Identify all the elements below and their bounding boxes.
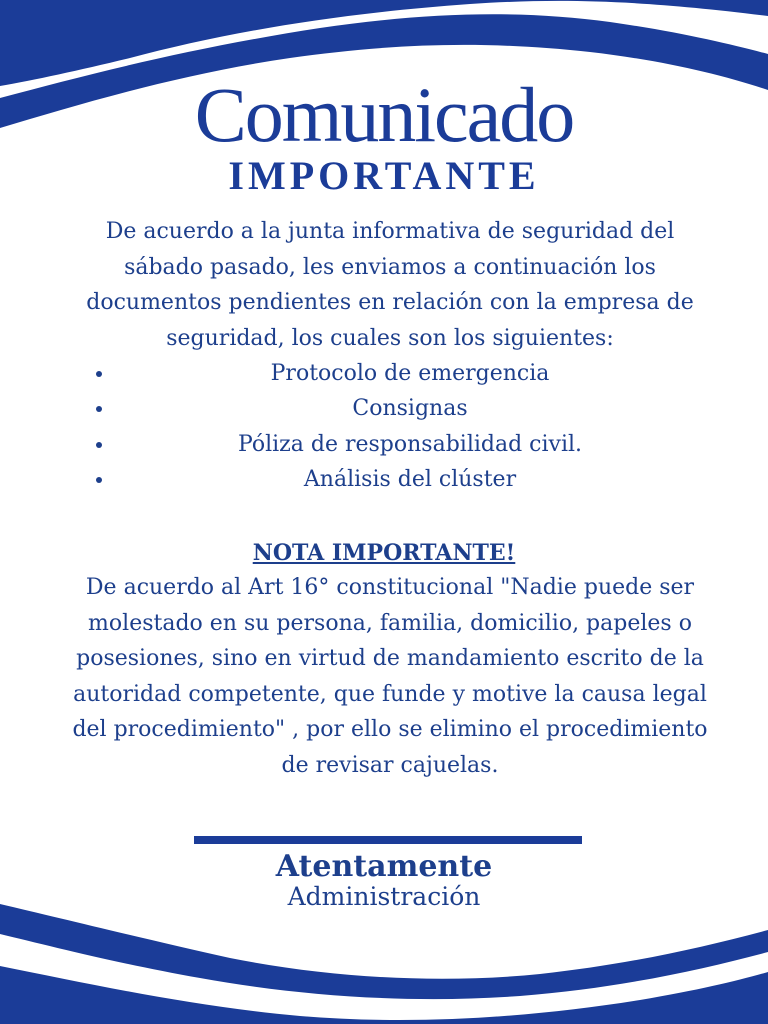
list-item — [96, 356, 736, 391]
closing-farewell: Atentamente — [275, 849, 493, 884]
page-title: Comunicado — [194, 71, 574, 158]
list-item — [96, 462, 736, 497]
list-item — [96, 391, 736, 426]
intro-paragraph: De acuerdo a la junta informativa de seguridad del sábado pasado, les enviamos a continuación los documentos pendientes en relación con la empresa de seguridad, los cuales son los siguientes: — [86, 219, 694, 351]
note-body: De acuerdo al Art 16° constitucional "Nadie puede ser molestado en su persona, familia, domicilio, papeles o posesiones, sino en virtud de mandamiento escrito de la autoridad competente, que funde y motive la causa legal del procedimiento" , por ello se elimino el procedimiento de revisar cajuelas. — [72, 575, 708, 778]
note-heading: NOTA IMPORTANTE! — [252, 540, 516, 566]
divider — [194, 836, 582, 844]
documents-list — [96, 356, 736, 497]
list-item-text: Consignas — [352, 396, 468, 422]
bottom-wave-decoration — [0, 904, 768, 1024]
list-item — [96, 427, 736, 462]
closing-signature: Administración — [287, 882, 481, 911]
list-item-text: Póliza de responsabilidad civil. — [237, 431, 583, 457]
list-item-text: Análisis del clúster — [303, 466, 517, 492]
list-item-text: Protocolo de emergencia — [270, 361, 550, 386]
page-subtitle: IMPORTANTE — [228, 153, 540, 198]
